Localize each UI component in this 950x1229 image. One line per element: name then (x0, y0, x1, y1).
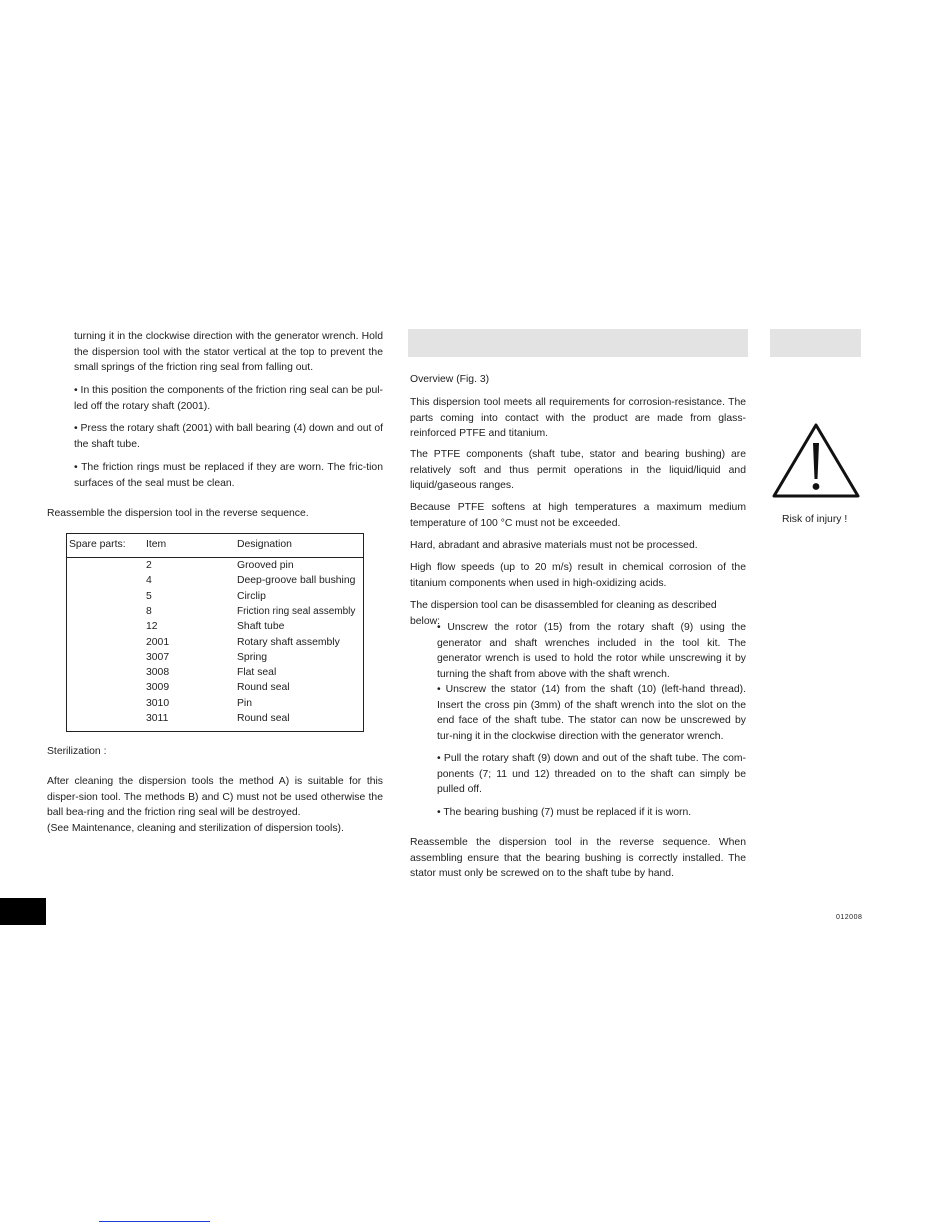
item-cell: 4 (146, 575, 152, 587)
designation-cell: Round seal (237, 682, 290, 694)
table-row (67, 713, 363, 728)
table-row (67, 575, 363, 590)
section-header-bar (408, 329, 748, 357)
designation-cell: Deep-groove ball bushing (237, 575, 356, 587)
designation-cell: Circlip (237, 590, 266, 602)
overview-para-6: The dispersion tool can be disassembled for cleaning as described below: (410, 600, 717, 627)
middle-bullet-1: • Unscrew the rotor (15) from the rotary shaft (9) using the generator and shaft wrenches included in the tool kit. The generator wrench is used to hold the rotor while unscrewing it by turning the shaft from above with the shaft wrench. (437, 622, 746, 680)
item-cell: 8 (146, 605, 152, 617)
left-bullet-2: • Press the rotary shaft (2001) with ball bearing (4) down and out of the shaft tube. (74, 423, 383, 450)
item-cell: 12 (146, 621, 158, 633)
overview-para-3: Because PTFE softens at high temperatures a maximum medium temperature of 100 °C must not be exceeded. (410, 502, 746, 529)
item-cell: 3009 (146, 682, 170, 694)
document-code: 012008 (836, 914, 863, 921)
warning-triangle-icon (771, 421, 861, 499)
side-header-bar (770, 329, 861, 357)
see-maintenance-note: (See Maintenance, cleaning and sterilization of dispersion tools). (47, 823, 344, 834)
header-spare-parts: Spare parts: (69, 539, 126, 550)
spare-parts-table (66, 533, 364, 732)
table-row (67, 698, 363, 713)
table-row (67, 591, 363, 606)
reassemble-paragraph: Reassemble the dispersion tool in the reverse sequence. When assembling ensure that the bearing bushing is correctly installed. The stator must only be screwed on to the shaft tube by hand. (410, 837, 746, 879)
left-bullet-3: • The friction rings must be replaced if they are worn. The fric-tion surfaces of the seal must be clean. (74, 462, 383, 489)
item-cell: 3007 (146, 651, 170, 663)
item-cell: 3008 (146, 667, 170, 679)
overview-heading: Overview (Fig. 3) (410, 374, 490, 385)
item-cell: 2 (146, 560, 152, 571)
table-row (67, 637, 363, 652)
middle-bullet-2: • Unscrew the stator (14) from the shaft (10) (left-hand thread). Insert the cross pin (3mm) of the shaft wrench into the slot on the end face of the shaft tube. The stator can now be unscrewed by tur-ning it in the clockwise direction with the generator wrench. (437, 684, 746, 742)
designation-cell: Spring (237, 651, 268, 663)
item-cell: 3010 (146, 697, 170, 709)
designation-cell: Pin (237, 697, 253, 709)
designation-cell: Shaft tube (237, 621, 285, 633)
sterilization-text: After cleaning the dispersion tools the method A) is suitable for this disper-sion tool. The methods B) and C) must not be used otherwise the ball bea-ring and the friction ring seal will be destroyed. (47, 776, 383, 818)
header-item: Item (146, 539, 167, 550)
designation-cell: Flat seal (237, 667, 277, 679)
table-row (67, 667, 363, 682)
item-cell: 5 (146, 590, 152, 602)
table-row (67, 621, 363, 636)
overview-para-2: The PTFE components (shaft tube, stator and bearing bushing) are relatively soft and thus permit operations in the liquid/liquid and liquid/gaseous ranges. (410, 449, 746, 491)
table-row (67, 652, 363, 667)
middle-bullet-3: • Pull the rotary shaft (9) down and out of the shaft tube. The com-ponents (7; 11 und 12) threaded on to the shaft can simply be pulled off. (437, 753, 746, 795)
header-designation: Designation (237, 539, 292, 550)
table-row (67, 682, 363, 697)
item-cell: 2001 (146, 636, 170, 648)
overview-para-1: This dispersion tool meets all requirements for corrosion-resistance. The parts coming into contact with the product are made from glass-reinforced PTFE and titanium. (410, 397, 746, 439)
left-intro-paragraph: turning it in the clockwise direction with the generator wrench. Hold the dispersion tool with the stator vertical at the top to prevent the small springs of the friction ring seal from falling out. (74, 331, 383, 373)
designation-cell: Round seal (237, 713, 290, 724)
designation-cell: Rotary shaft assembly (237, 636, 340, 648)
left-reassemble-text: Reassemble the dispersion tool in the reverse sequence. (47, 508, 309, 519)
item-cell: 3011 (146, 713, 169, 724)
overview-para-4: Hard, abradant and abrasive materials must not be processed. (410, 540, 698, 551)
designation-cell: Friction ring seal assembly (237, 605, 356, 617)
spare-parts-table-header (67, 534, 363, 558)
link-underline[interactable] (99, 1221, 210, 1222)
page-edge-tab (0, 898, 46, 925)
sterilization-heading: Sterilization : (47, 746, 107, 757)
left-bullet-1: • In this position the components of the friction ring seal can be pul-led off the rotary shaft (2001). (74, 385, 383, 412)
table-row (67, 606, 363, 621)
designation-cell: Grooved pin (237, 560, 294, 571)
warning-caption: Risk of injury ! (782, 514, 848, 525)
middle-bullet-4: • The bearing bushing (7) must be replaced if it is worn. (437, 807, 692, 818)
table-row (67, 560, 363, 575)
overview-para-5: High flow speeds (up to 20 m/s) result in chemical corrosion of the titanium components when used in high-oxidizing acids. (410, 562, 746, 589)
